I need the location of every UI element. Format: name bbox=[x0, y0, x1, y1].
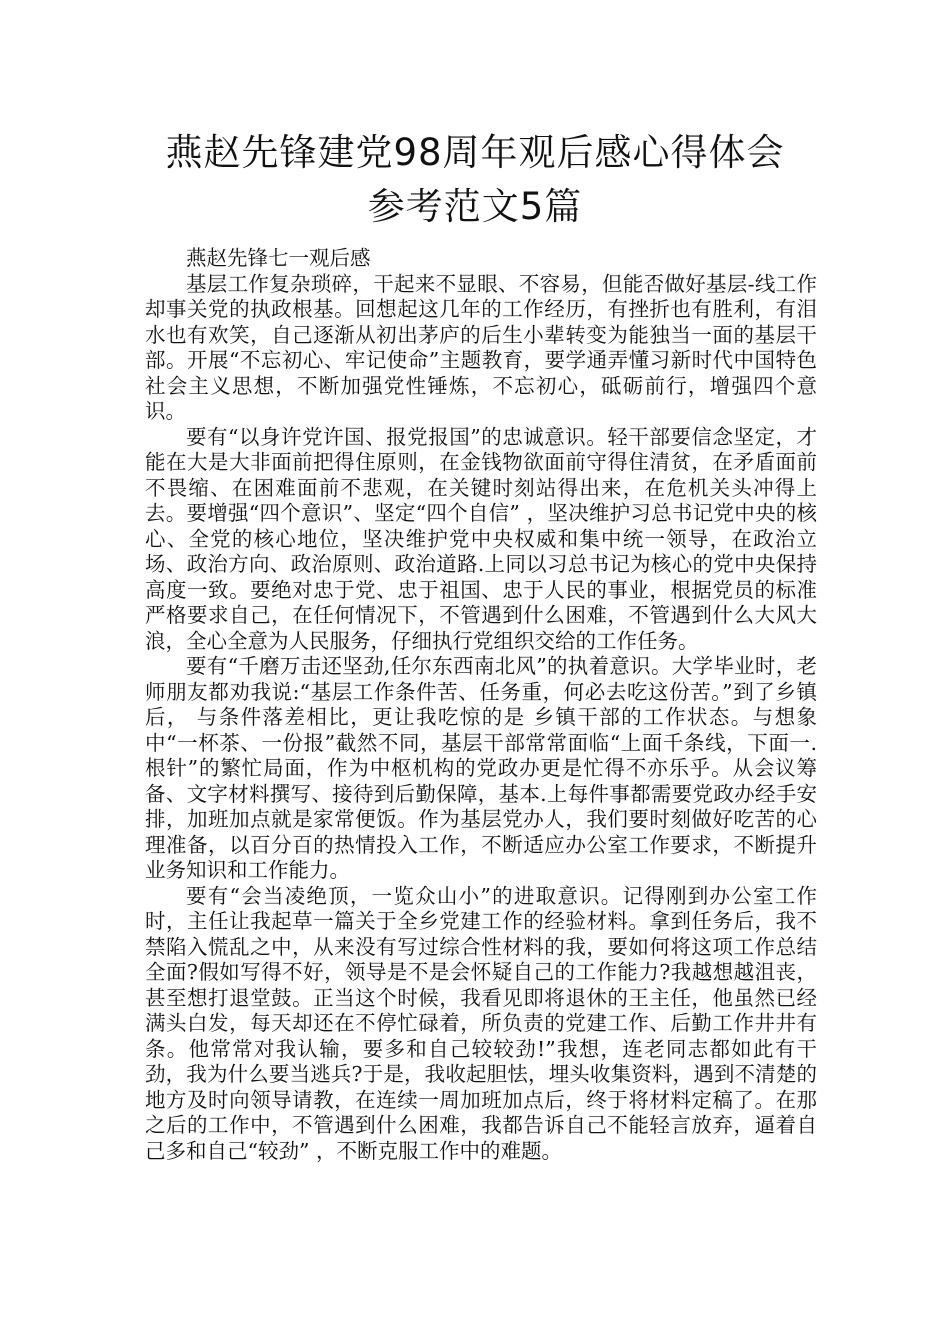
document-body bbox=[145, 246, 817, 1164]
title-line-2: 参考范文5篇 bbox=[367, 185, 583, 228]
section-subtitle: 燕赵先锋七一观后感 bbox=[186, 246, 371, 270]
paragraph: 要有“以身许党许国、报党报国”的忠诚意识。轻干部要信念坚定，才能在大是大非面前把得住原则，在金钱物欲面前守得住清贫，在矛盾面前不畏缩、在困难面前不悲观，在关键时刻站得出来，在危机关头冲得上去。要增强“四个意识”、坚定“四个自信” ，坚决维护习总书记党中央的核心、全党的核心地位，坚决维护党中央权威和集中统一领导，在政治立场、政治方向、政治原则、政治道路.上同以习总书记为核心的党中央保持高度一致。要绝对忠于党、忠于祖国、忠于人民的事业，根据党员的标准严格要求自己，在任何情况下，不管遇到什么困难，不管遇到什么大风大浪，全心全意为人民服务，仔细执行党组织交给的工作任务。 bbox=[145, 424, 817, 653]
paragraph: 基层工作复杂琐碎，干起来不显眼、不容易，但能否做好基层-线工作却事关党的执政根基。回想起这几年的工作经历，有挫折也有胜利，有泪水也有欢笑，自己逐渐从初出茅庐的后生小辈转变为能独当一面的基层干部。开展“不忘初心、牢记使命”主题教育，要学通弄懂习新时代中国特色社会主义思想，不断加强党性锤炼，不忘初心，砥砺前行，增强四个意识。 bbox=[145, 271, 817, 423]
paragraph: 要有“千磨万击还坚劲,任尔东西南北风”的执着意识。大学毕业时，老师朋友都劝我说:“基层工作条件苦、任务重，何必去吃这份苦。”到了乡镇后， 与条件落差相比，更让我吃惊的是 乡镇干部的工作状态。与想象中“一杯茶、一份报”截然不同，基层干部常常面临“上面千条线，下面一.根针”的繁忙局面，作为中枢机构的党政办更是忙得不亦乐乎。从会议筹备、文字材料撰写、接待到后勤保障，基本.上每件事都需要党政办经手安排，加班加点就是家常便饭。作为基层党办人，我们要时刻做好吃苦的心理准备，以百分百的热情投入工作，不断适应办公室工作要求，不断提升业务知识和工作能力。 bbox=[145, 654, 817, 882]
document-title bbox=[110, 126, 840, 234]
paragraph: 要有“会当凌绝顶，一览众山小”的进取意识。记得刚到办公室工作时，主任让我起草一篇关于全乡党建工作的经验材料。拿到任务后，我不禁陷入慌乱之中，从来没有写过综合性材料的我，要如何将这项工作总结全面?假如写得不好，领导是不是会怀疑自己的工作能力?我越想越沮丧，甚至想打退堂鼓。正当这个时候，我看见即将退休的王主任，他虽然已经满头白发，每天却还在不停忙碌着，所负责的党建工作、后勤工作井井有条。他常常对我认输，要多和自己较较劲!”我想，连老同志都如此有干劲，我为什么要当逃兵?于是，我收起胆怯，埋头收集资料，遇到不清楚的地方及时向领导请教，在连续一周加班加点后，终于将材料定稿了。在那之后的工作中，不管遇到什么困难，我都告诉自己不能轻言放弃，逼着自己多和自己“较劲” ，不断克服工作中的难题。 bbox=[145, 883, 817, 1163]
title-line-1: 燕赵先锋建党98周年观后感心得体会 bbox=[165, 131, 785, 174]
